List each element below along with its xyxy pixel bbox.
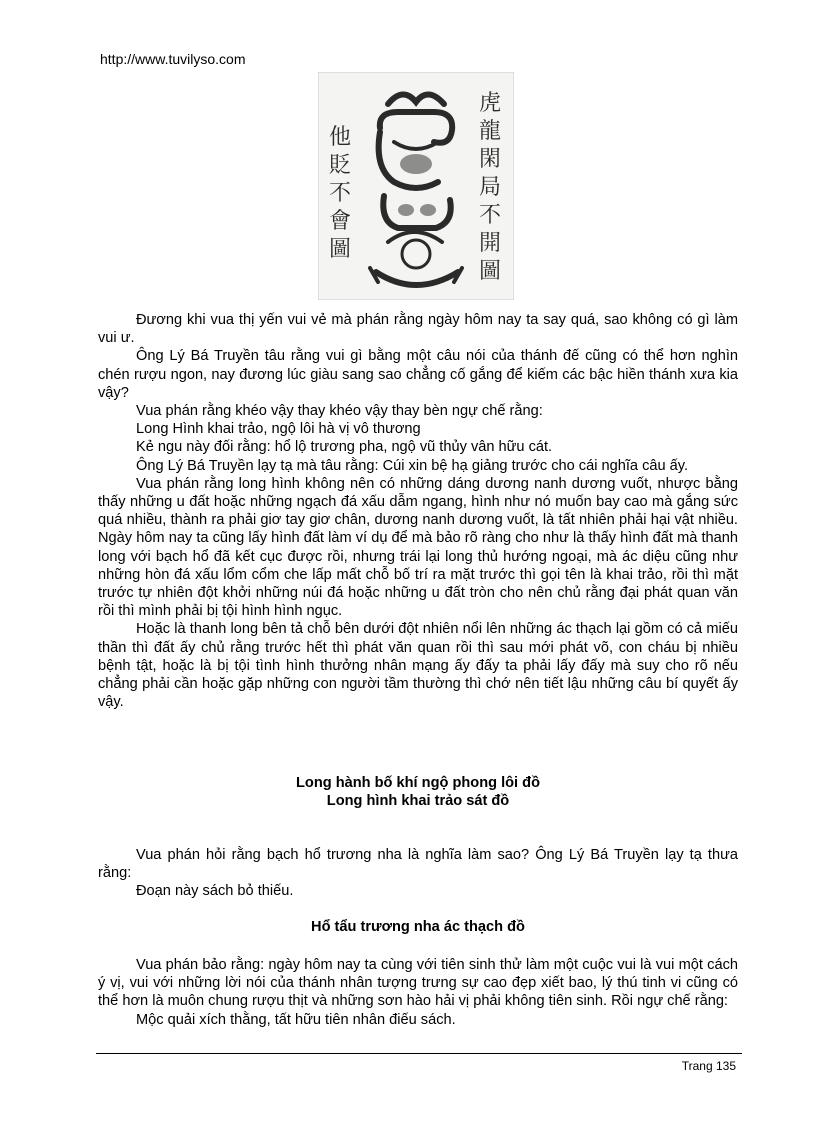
page-url: http://www.tuvilyso.com [100, 51, 246, 67]
diagram-char-l3: 會 [328, 209, 352, 234]
diagram-char-r5: 開 [478, 231, 502, 256]
diagram-char-l4: 圖 [328, 237, 352, 262]
paragraph: Hoặc là thanh long bên tả chỗ bên dưới đột nhiên nổi lên những ác thạch lại gồm có cả miếu thần thì đất ấy chủ rằng trước hết thì phát văn quan rồi thì sau mới phát võ, con cháu bị nhiều bệnh tật, hoặc là bị tội tình hình thưởng nhân mạng ấy đấy ta phải lấy đấy mà suy cho rõ nếu chẳng phải cần hoặc gặp những con người tầm thường thì chớ nên tiết lậu những câu bí quyết ấy vậy. [98, 621, 738, 711]
diagram-char-l1: 貶 [328, 153, 352, 178]
body-text [98, 311, 738, 711]
paragraph: Ông Lý Bá Truyền lạy tạ mà tâu rằng: Cúi xin bệ hạ giảng trước cho cái nghĩa câu ấy. [136, 457, 689, 474]
page-number: Trang 135 [681, 1059, 736, 1073]
paragraph: Vua phán rằng long hình không nên có những dáng dương nanh dương vuốt, nhược bằng thấy những u đất hoặc những ngạch đá xấu dẫm ngang, hình như nó muốn bay cao mà gắng sức quá nhiều, thành ra phải giơ tay giơ chân, dương nanh dương vuốt, là tất nhiên phải hại vật nhiều. Ngày hôm nay ta cũng lấy hình đất làm ví dụ để mà bảo rõ ràng cho như là thấy hình đất mà thanh long với bạch hổ đã kết cục được rồi, nhưng trái lại long thủ hướng ngoại, mà ác diệu cũng như những hòn đá xấu lổm cổm che lấp mất chỗ bố trí ra mặt trước thì gọi tên là khai trảo, rồi thì mặt trước tự nhiên đột khởi những núi đá hoặc những u đất tròn cho nên chủ rằng đại phát quan văn rồi thì mình phải bị tội hình hình ngục. [98, 475, 738, 620]
paragraph: Vua phán hỏi rằng bạch hổ trương nha là nghĩa làm sao? Ông Lý Bá Truyền lạy tạ thưa rằng: [98, 847, 738, 882]
diagram-char-r3: 局 [478, 175, 502, 200]
paragraph: Đương khi vua thị yến vui vẻ mà phán rằng ngày hôm nay ta say quá, sao không có gì làm vui ư. [98, 312, 738, 347]
body-text-3 [98, 956, 738, 1029]
paragraph: Long Hình khai trảo, ngộ lôi hà vị vô thương [136, 421, 421, 438]
section-heading-2 [98, 918, 738, 936]
diagram-left-column [329, 125, 351, 262]
paragraph: Vua phán rằng khéo vậy thay khéo vậy thay bèn ngự chế rằng: [136, 403, 543, 420]
diagram-char-r4: 不 [478, 203, 502, 228]
diagram-right-column [479, 91, 501, 284]
footer-rule [96, 1053, 742, 1054]
heading-line: Hổ tẩu trương nha ác thạch đồ [311, 919, 525, 935]
heading-line: Long hành bố khí ngộ phong lôi đồ [296, 775, 540, 791]
diagram-char-l2: 不 [328, 181, 352, 206]
body-text-2 [98, 846, 738, 901]
diagram-char-r0: 虎 [478, 91, 502, 116]
ink-diagram [318, 72, 514, 300]
paragraph: Vua phán bảo rằng: ngày hôm nay ta cùng với tiên sinh thử làm một cuộc vui là vui một cách ý vị, vui với những lời nói của thánh nhân tượng trưng sự cao đẹp xiết bao, lý thú tinh vi cũng có thể hơn là muôn chung rượu thịt và những sơn hào hải vị phải không tiên sinh. Rồi ngự chế rằng: [98, 957, 738, 1010]
heading-line: Long hình khai trảo sát đồ [326, 793, 510, 810]
diagram-char-r1: 龍 [478, 119, 502, 144]
section-heading-1 [98, 774, 738, 810]
diagram-char-r6: 圖 [478, 259, 502, 284]
diagram-char-r2: 閑 [478, 147, 502, 172]
paragraph: Mộc quải xích thằng, tất hữu tiên nhân điếu sách. [136, 1011, 456, 1028]
paragraph: Ông Lý Bá Truyền tâu rằng vui gì bằng một câu nói của thánh đế cũng có thể hơn nghìn chén rượu ngon, nay đương lúc giàu sang sao chẳng cố gắng để kiếm các bậc hiền thánh xưa kia vậy? [98, 348, 738, 401]
paragraph: Đoạn này sách bỏ thiếu. [136, 883, 294, 900]
diagram-char-l0: 他 [328, 125, 352, 150]
paragraph: Kẻ ngu này đối rằng: hổ lộ trương pha, ngộ vũ thủy vân hữu cát. [136, 439, 553, 456]
